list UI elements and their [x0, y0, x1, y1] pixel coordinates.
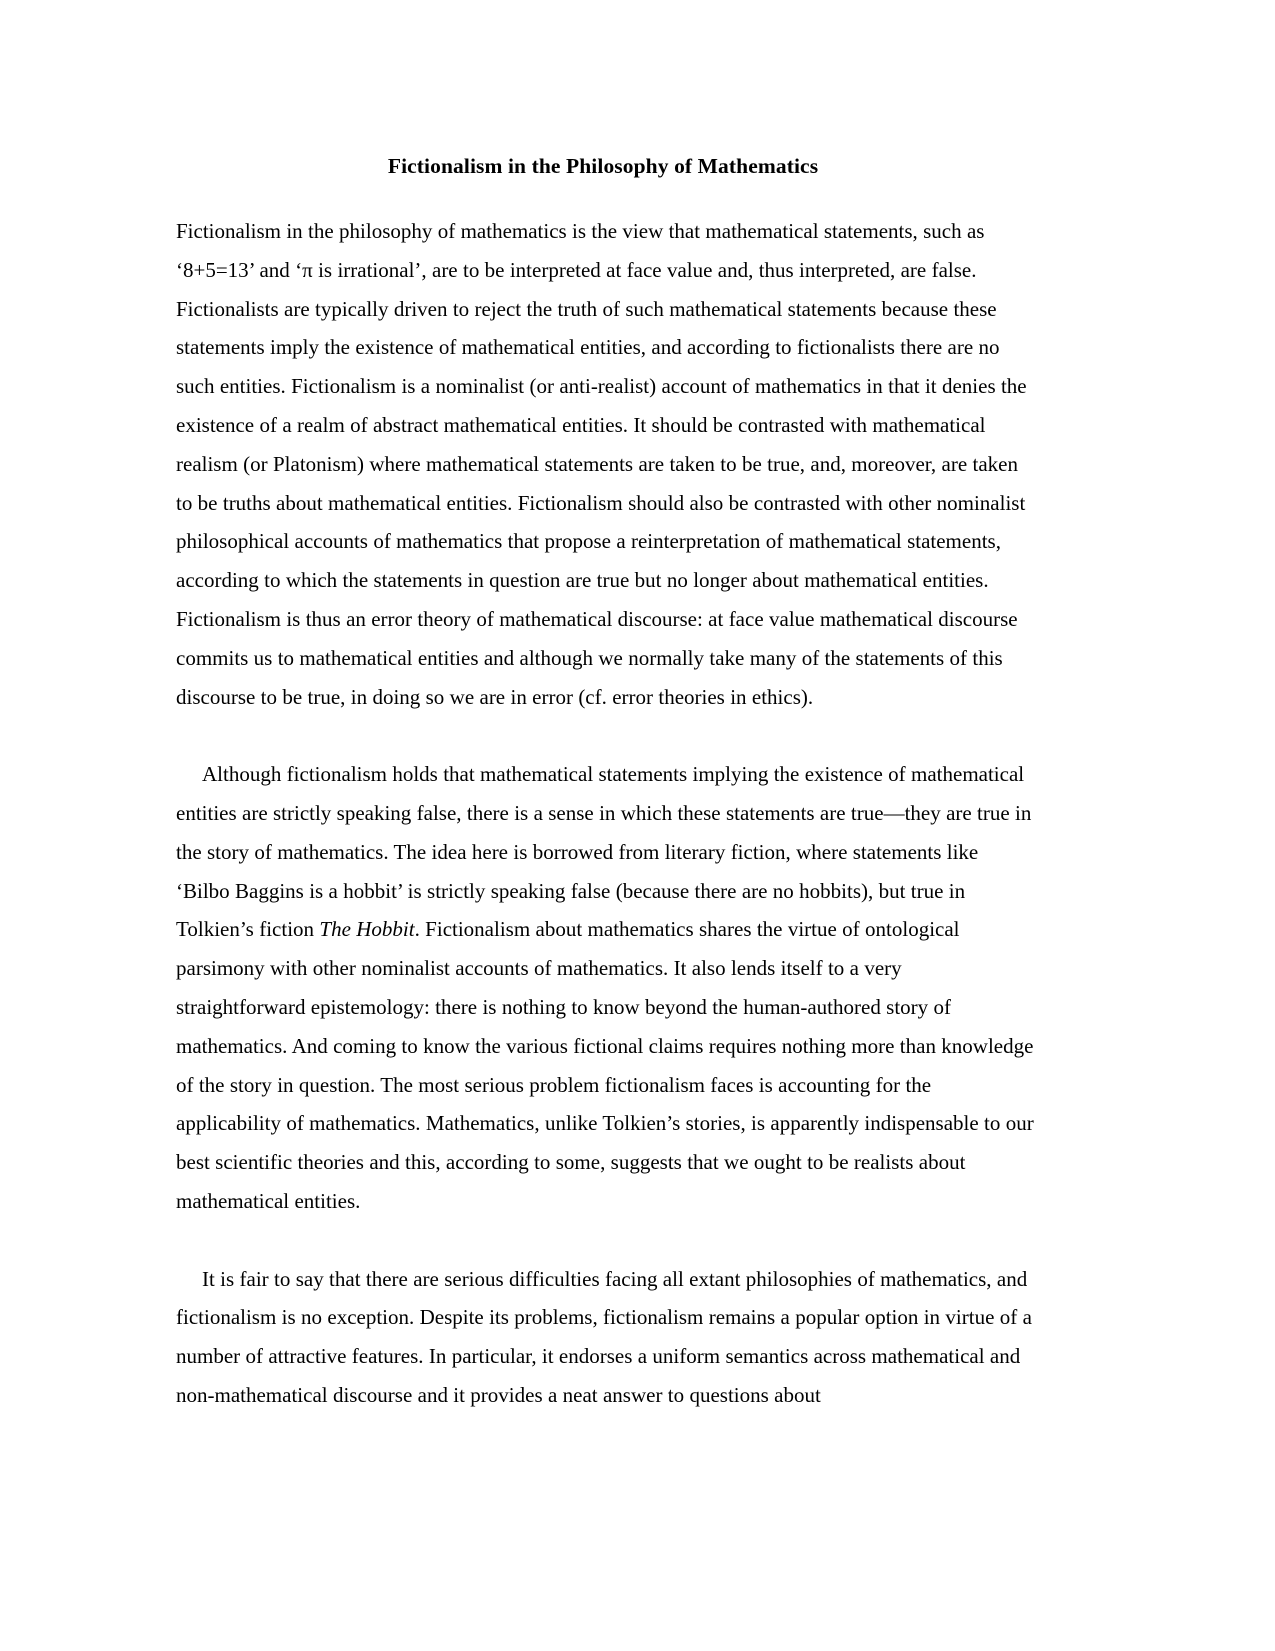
paragraph-2-italic-title: The Hobbit — [319, 917, 415, 942]
paragraph-1 — [176, 212, 1036, 716]
paragraph-2 — [176, 755, 1040, 1221]
paragraph-2-text-after-italic: . Fictionalism about mathematics shares the virtue of ontological parsimony with other nominalist accounts of mathematics. It also lends itself to a very straightforward epistemology: there is nothing to know beyond the human-authored story of mathematics. And coming to know the various fictional claims requires nothing more than knowledge of the story in question. The most serious problem fictionalism faces is accounting for the applicability of mathematics. Mathematics, unlike Tolkien’s stories, is apparently indispensable to our best scientific theories and this, according to some, suggests that we ought to be realists about mathematical entities. — [176, 917, 1040, 1213]
paragraph-1-text-before-italic: Fictionalism in the philosophy of mathematics is the view that mathematical statements, such as ‘8+5=13’ and ‘π is irrational’, are to be interpreted at face value and, thus interpreted, are false. Fictionalists are typically driven to reject the truth of such mathematical statements because these statements imply the existence of mathematical entities, and according to fictionalists there are no such entities. Fictionalism is a nominalist (or anti-realist) account of mathematics in that it denies the existence of a realm of abstract mathematical entities. It should be contrasted with mathematical realism (or Platonism) where mathematical statements are taken to be true, and, moreover, are taken to be truths about mathematical entities. Fictionalism should also be contrasted with other nominalist philosophical accounts of mathematics that propose a reinterpretation of mathematical statements, according to which the statements in question are true but no longer about mathematical entities. Fictionalism is thus an error theory of mathematical discourse: at face value mathematical discourse commits us to mathematical entities and although we normally take many of the statements of this discourse to be true, in doing so we are in error (cf. error theories in ethics). — [176, 219, 1032, 709]
page-title: Fictionalism in the Philosophy of Mathematics — [387, 154, 819, 179]
paragraph-3 — [176, 1260, 1036, 1415]
paragraph-2-text-before-italic: Although fictionalism holds that mathematical statements implying the existence of mathematical entities are strictly speaking false, there is a sense in which these statements are true—they are true in the story of mathematics. The idea here is borrowed from literary fiction, where statements like ‘Bilbo Baggins is a hobbit’ is strictly speaking false (because there are no hobbits), but true in Tolkien’s fiction — [176, 762, 1037, 942]
document-body — [176, 212, 1040, 1415]
paragraph-3-text-before-italic: It is fair to say that there are serious difficulties facing all extant philosophies of mathematics, and fictionalism is no exception. Despite its problems, fictionalism remains a popular option in virtue of a number of attractive features. In particular, it endorses a uniform semantics across mathematical and non-mathematical discourse and it provides a neat answer to questions about — [176, 1266, 1038, 1407]
